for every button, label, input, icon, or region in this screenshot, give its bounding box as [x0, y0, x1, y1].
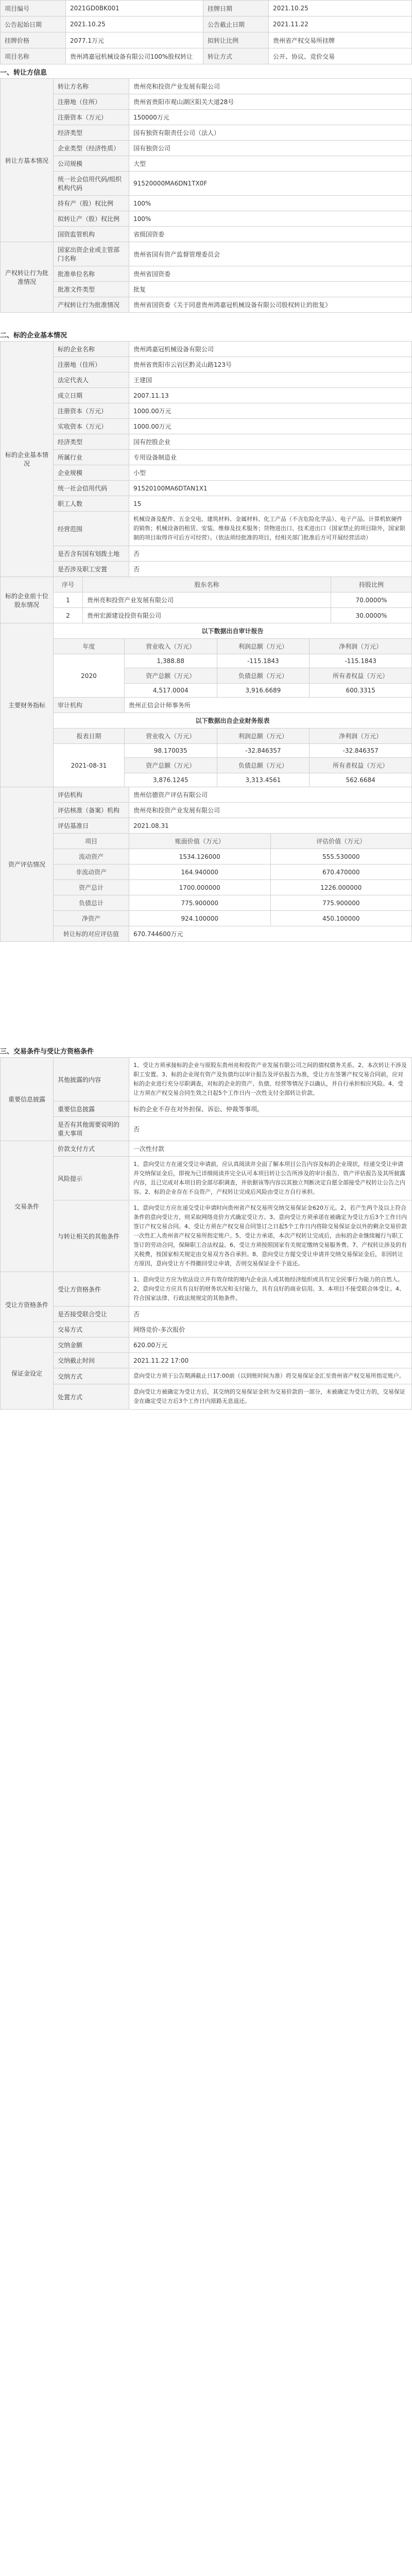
cell: 164.940000	[129, 865, 271, 880]
column-header: 资产总额（万元）	[124, 758, 217, 773]
row-value: 1000.00万元	[129, 403, 412, 419]
cell: 1	[54, 592, 83, 608]
table-row	[1, 654, 412, 668]
conditions-block	[0, 1057, 412, 1410]
cell: 3,916.6689	[217, 684, 310, 698]
cell: 流动资产	[54, 849, 129, 865]
row-label: 风险提示	[54, 1157, 129, 1200]
row-label: 评估基准日	[54, 818, 129, 834]
row-label: 统一社会信用代码	[54, 481, 129, 496]
column-header: 项目	[54, 834, 129, 849]
project-name: 贵州鸿嘉冠机械设备有限公司100%股权转让	[66, 48, 203, 64]
group-label: 主要财务指标	[1, 623, 54, 787]
cell: 4,517.0004	[124, 684, 217, 698]
group-label: 转让方基本情况	[1, 79, 54, 242]
cell: 600.3315	[310, 684, 412, 698]
row-value: 100%	[129, 196, 412, 211]
column-header: 年度	[54, 639, 125, 654]
row-label: 处置方式	[54, 1384, 129, 1410]
row-value: 国有独资有限责任公司（法人）	[129, 125, 412, 141]
transfer-type: 公开、协议、竞价交易	[269, 48, 412, 64]
table-row	[1, 865, 412, 880]
cell: -115.1843	[310, 654, 412, 668]
cell: 924.100000	[129, 911, 271, 926]
row-value: 1、意向受让方在递交受让申请前，应认真阅读并全面了解本项目公告内容及标的企业现状，经递交受让申请并交纳保证金后，即视为已详细阅读并完全认可本项目转让公告所涉及的审计报告、资产评估报告及其所披露内容，且已完成对本项目的全部尽职调查，并依据该等内容以其独立判断决定自愿全部接受产权转让公告之内容。2、标的企业存在不良资产，产权转让完成后风险由受让方自行承担。	[129, 1157, 412, 1200]
row-value: 贵州正信会计师事务所	[124, 698, 411, 713]
column-header: 负债总额（万元）	[217, 758, 310, 773]
cell: 净资产	[54, 911, 129, 926]
column-header: 所有者权益（万元）	[310, 758, 412, 773]
row-value: 贵州鸿嘉冠机械设备有限公司	[129, 342, 412, 357]
row-label: 产权转让行为批准情况	[54, 297, 129, 313]
row-value: 15	[129, 496, 412, 512]
row-value: 机械设备及配件、五金交电、建筑材料、金属材料、化工产品（不含危险化学品）、电子产品、计算机软硬件的销售；机械设备的租赁、安装、维修及技术服务；货物进出口、技术进出口（国家禁止的项目除外，国家限制的项目取得许可后方可经营）。（依法须经批准的项目，经相关部门批准后方可开展经营活动）	[129, 512, 412, 546]
note: 以下数据出自审计报告	[54, 623, 412, 639]
table-row	[1, 744, 412, 758]
table-row	[1, 911, 412, 926]
table-row	[1, 849, 412, 865]
row-value: 标的企业不存在对外担保、诉讼、仲裁等事项。	[129, 1101, 412, 1117]
row-value: 1、受让方须承接标的企业与原股东贵州亮和投资产业发展有限公司之间的债权债务关系。2、本次转让不涉及职工安置。3、标的企业现有资产及负债均以审计报告及评估报告为准，受让方在签署产权交易合同前，应对标的企业进行充分尽职调查，对标的企业的资产、负债、经营等情况予以确认，并自行承担相应风险。4、受让方须在产权交易合同生效之日起5个工作日内一次性支付全部转让价款。	[129, 1058, 412, 1101]
column-header: 负债总额（万元）	[217, 668, 310, 684]
project-no: 2021GD0BK001	[66, 1, 203, 16]
listing-date-label: 挂牌日期	[203, 1, 269, 16]
row-label: 企业规模	[54, 465, 129, 481]
group-label: 资产评估情况	[1, 787, 54, 942]
cell: 2021-08-31	[54, 744, 125, 787]
note: 以下数据出自企业财务报表	[54, 713, 412, 728]
cell: 70.0000%	[331, 592, 412, 608]
column-header: 营业收入（万元）	[124, 639, 217, 654]
row-label: 交易方式	[54, 1322, 129, 1337]
cell: 3,313.4561	[217, 773, 310, 787]
section-1-title: 一、转让方信息	[0, 69, 47, 77]
cell: 1534.126000	[129, 849, 271, 865]
row-value: 620.00万元	[129, 1337, 412, 1353]
row-label: 评估核准（备案）机构	[54, 803, 129, 818]
row-value: 贵州省贵阳市云岩区黔灵山路123号	[129, 357, 412, 372]
row-label: 是否接受联合受让	[54, 1307, 129, 1322]
row-value: 贵州省国资委	[129, 266, 412, 282]
transferor-block	[0, 78, 412, 313]
listing-date: 2021.10.25	[269, 1, 412, 16]
row-label: 交纳截止时间	[54, 1353, 129, 1368]
row-label: 转让方名称	[54, 79, 129, 94]
row-label: 成立日期	[54, 388, 129, 403]
row-value: 否	[129, 1307, 412, 1322]
row-label: 转让标的对应评估值	[54, 926, 129, 942]
row-value: 国有控股企业	[129, 434, 412, 450]
project-no-label: 项目编号	[1, 1, 66, 16]
column-header: 报表日期	[54, 728, 125, 744]
row-value: 意向受让方被确定为受让方后，其交纳的交易保证金转为交易价款的一部分，未被确定为受让方的，交易保证金在确定受让方后3个工作日内原路无息退还。	[129, 1384, 412, 1410]
group-label: 受让方资格条件	[1, 1272, 54, 1337]
row-label: 公司规模	[54, 156, 129, 172]
row-label: 注册资本（万元）	[54, 403, 129, 419]
announce-start: 2021.10.25	[66, 16, 203, 32]
row-value: 2021.08.31	[129, 818, 412, 834]
row-label: 是否涉及职工安置	[54, 562, 129, 577]
group-label: 重要信息披露	[1, 1058, 54, 1141]
row-value: 意向受让方须于公告期满截止日17:00前（以到账时间为准）将交易保证金汇至贵州省产权交易所指定账户。	[129, 1368, 412, 1384]
group-label: 产权转让行为批准情况	[1, 242, 54, 313]
row-label: 注册地（住所）	[54, 357, 129, 372]
row-label: 批准单位名称	[54, 266, 129, 282]
cell: 1,388.88	[124, 654, 217, 668]
row-value: 贵州省贵阳市观山湖区阳关大道28号	[129, 94, 412, 110]
row-value: 150000万元	[129, 110, 412, 125]
section-2-title: 二、标的企业基本情况	[0, 332, 67, 340]
row-value: 贵州省国资委《关于同意贵州鸿嘉冠机械设备有限公司股权转让的批复》	[129, 297, 412, 313]
row-label: 价款支付方式	[54, 1141, 129, 1157]
cell: 450.100000	[270, 911, 412, 926]
transfer-ratio: 贵州省产权交易所挂牌	[269, 32, 412, 48]
price-label: 挂牌价格	[1, 32, 66, 48]
row-label: 职工人数	[54, 496, 129, 512]
announce-end: 2021.11.22	[269, 16, 412, 32]
column-header: 利润总额（万元）	[217, 639, 310, 654]
row-label: 国资监管机构	[54, 227, 129, 242]
row-value: 贵州亮和投资产业发展有限公司	[129, 803, 412, 818]
row-label: 与转让相关的其他条件	[54, 1200, 129, 1272]
announce-end-label: 公告截止日期	[203, 16, 269, 32]
cell: 1226.000000	[270, 880, 412, 895]
column-header: 利润总额（万元）	[217, 728, 310, 744]
row-value: 1000.00万元	[129, 419, 412, 434]
row-label: 重要信息披露	[54, 1101, 129, 1117]
group-label: 保证金设定	[1, 1337, 54, 1410]
row-value: 100%	[129, 211, 412, 227]
row-label: 交纳方式	[54, 1368, 129, 1384]
row-value: 专用设备制造业	[129, 450, 412, 465]
group-label: 标的企业前十位股东情况	[1, 577, 54, 623]
column-header: 序号	[54, 577, 83, 592]
column-header: 净利润（万元）	[310, 639, 412, 654]
row-label: 审计机构	[54, 698, 125, 713]
project-info-table	[0, 0, 412, 64]
row-value: 贵州信德资产评估有限公司	[129, 787, 412, 803]
row-label: 是否含有国有划拨土地	[54, 546, 129, 562]
row-label: 经营范围	[54, 512, 129, 546]
row-value: 网络竞价-多次报价	[129, 1322, 412, 1337]
target-company-block	[0, 341, 412, 942]
announce-start-label: 公告起始日期	[1, 16, 66, 32]
cell: 562.6684	[310, 773, 412, 787]
row-label: 经济类型	[54, 434, 129, 450]
row-label: 受让方资格条件	[54, 1272, 129, 1307]
column-header: 持股比例	[331, 577, 412, 592]
row-value: 91520000MA6DN1TX0F	[129, 172, 412, 196]
row-value: 1、意向受让方应为依法设立并有效存续的境内企业法人或其他经济组织或具有完全民事行为能力的自然人。2、意向受让方应具有良好的财务状况和支付能力，具有良好的商业信用。3、本项目不接受联合体受让。4、符合国家法律、行政法规规定的其他条件。	[129, 1272, 412, 1307]
row-label: 交纳金额	[54, 1337, 129, 1353]
row-label: 其他披露的内容	[54, 1058, 129, 1101]
row-label: 法定代表人	[54, 372, 129, 388]
row-label: 所属行业	[54, 450, 129, 465]
column-header: 所有者权益（万元）	[310, 668, 412, 684]
finance-table	[0, 623, 412, 787]
row-label: 注册资本（万元）	[54, 110, 129, 125]
table-row	[1, 880, 412, 895]
row-value: 批复	[129, 282, 412, 297]
row-value: 91520100MA6DTAN1X1	[129, 481, 412, 496]
transfer-type-label: 转让方式	[203, 48, 269, 64]
project-name-label: 项目名称	[1, 48, 66, 64]
cell: 1700.000000	[129, 880, 271, 895]
table-row	[1, 592, 412, 608]
row-value: 王建国	[129, 372, 412, 388]
row-value: 贵州省国有资产监督管理委员会	[129, 242, 412, 266]
row-value: 670.744600万元	[129, 926, 412, 942]
section-3-title: 三、交易条件与受让方资格条件	[0, 1048, 94, 1056]
row-label: 经济类型	[54, 125, 129, 141]
column-header: 营业收入（万元）	[124, 728, 217, 744]
row-label: 批准文件类型	[54, 282, 129, 297]
shareholders-table	[0, 577, 412, 623]
row-label: 是否有其他需要说明的重大事项	[54, 1117, 129, 1141]
cell: 555.530000	[270, 849, 412, 865]
row-label: 持有产（股）权比例	[54, 196, 129, 211]
cell: 98.170035	[124, 744, 217, 758]
cell: -115.1843	[217, 654, 310, 668]
row-value: 否	[129, 1117, 412, 1141]
table-row	[1, 608, 412, 623]
cell: 资产总计	[54, 880, 129, 895]
column-header: 评估价值（万元）	[270, 834, 412, 849]
row-label: 国家出资企业或主管部门名称	[54, 242, 129, 266]
cell: 30.0000%	[331, 608, 412, 623]
cell: 贵州亮和投资产业发展有限公司	[83, 592, 331, 608]
evaluation-table	[0, 787, 412, 942]
column-header: 账面价值（万元）	[129, 834, 271, 849]
cell: 贵州宏源建设投资有限公司	[83, 608, 331, 623]
cell: 负债总计	[54, 895, 129, 911]
group-label: 交易条件	[1, 1141, 54, 1272]
column-header: 净利润（万元）	[310, 728, 412, 744]
cell: 非流动资产	[54, 865, 129, 880]
row-value: 贵州亮和投资产业发展有限公司	[129, 79, 412, 94]
row-value: 1、意向受让方应在递交受让申请时向贵州省产权交易所交纳交易保证金620万元。2、若产生两个及以上符合条件的意向受让方，则采取网络竞价方式确定受让方。3、意向受让方须承诺在被确定为受让方后3个工作日内签订产权交易合同。4、受让方须在产权交易合同签订之日起5个工作日内将除交易保证金以外的剩余交易价款一次性汇入贵州省产权交易所指定账户。5、受让方承诺，本次产权转让完成后，由标的企业继续履行与职工签订的劳动合同，保障职工合法权益。6、受让方须按照国家有关规定缴纳交易服务费。7、产权转让涉及的有关税费，按国家相关规定由交易双方各自承担。8、意向受让方提交受让申请并交纳交易保证金后，非因转让方原因，意向受让方不得撤回受让申请，否则交易保证金不予退还。	[129, 1200, 412, 1272]
column-header: 资产总额（万元）	[124, 668, 217, 684]
row-value: 否	[129, 562, 412, 577]
row-value: 2007.11.13	[129, 388, 412, 403]
row-value: 2021.11.22 17:00	[129, 1353, 412, 1368]
cell: 775.900000	[270, 895, 412, 911]
row-label: 统一社会信用代码/组织机构代码	[54, 172, 129, 196]
row-label: 注册地（住所）	[54, 94, 129, 110]
row-label: 评估机构	[54, 787, 129, 803]
row-value: 一次性付款	[129, 1141, 412, 1157]
cell: 2	[54, 608, 83, 623]
cell: 3,876.1245	[124, 773, 217, 787]
transfer-ratio-label: 拟转让比例	[203, 32, 269, 48]
column-header: 股东名称	[83, 577, 331, 592]
table-row	[1, 895, 412, 911]
row-value: 大型	[129, 156, 412, 172]
row-value: 小型	[129, 465, 412, 481]
row-value: 国有独资公司	[129, 141, 412, 156]
row-label: 拟转让产（股）权比例	[54, 211, 129, 227]
row-label: 实收资本（万元）	[54, 419, 129, 434]
cell: 775.900000	[129, 895, 271, 911]
price: 2077.1万元	[66, 32, 203, 48]
cell: -32.846357	[217, 744, 310, 758]
row-value: 否	[129, 546, 412, 562]
group-label: 标的企业基本情况	[1, 342, 54, 577]
row-label: 标的企业名称	[54, 342, 129, 357]
cell: 2020	[54, 654, 125, 698]
cell: 670.470000	[270, 865, 412, 880]
row-value: 省级国资委	[129, 227, 412, 242]
cell: -32.846357	[310, 744, 412, 758]
row-label: 企业类型（经济性质）	[54, 141, 129, 156]
